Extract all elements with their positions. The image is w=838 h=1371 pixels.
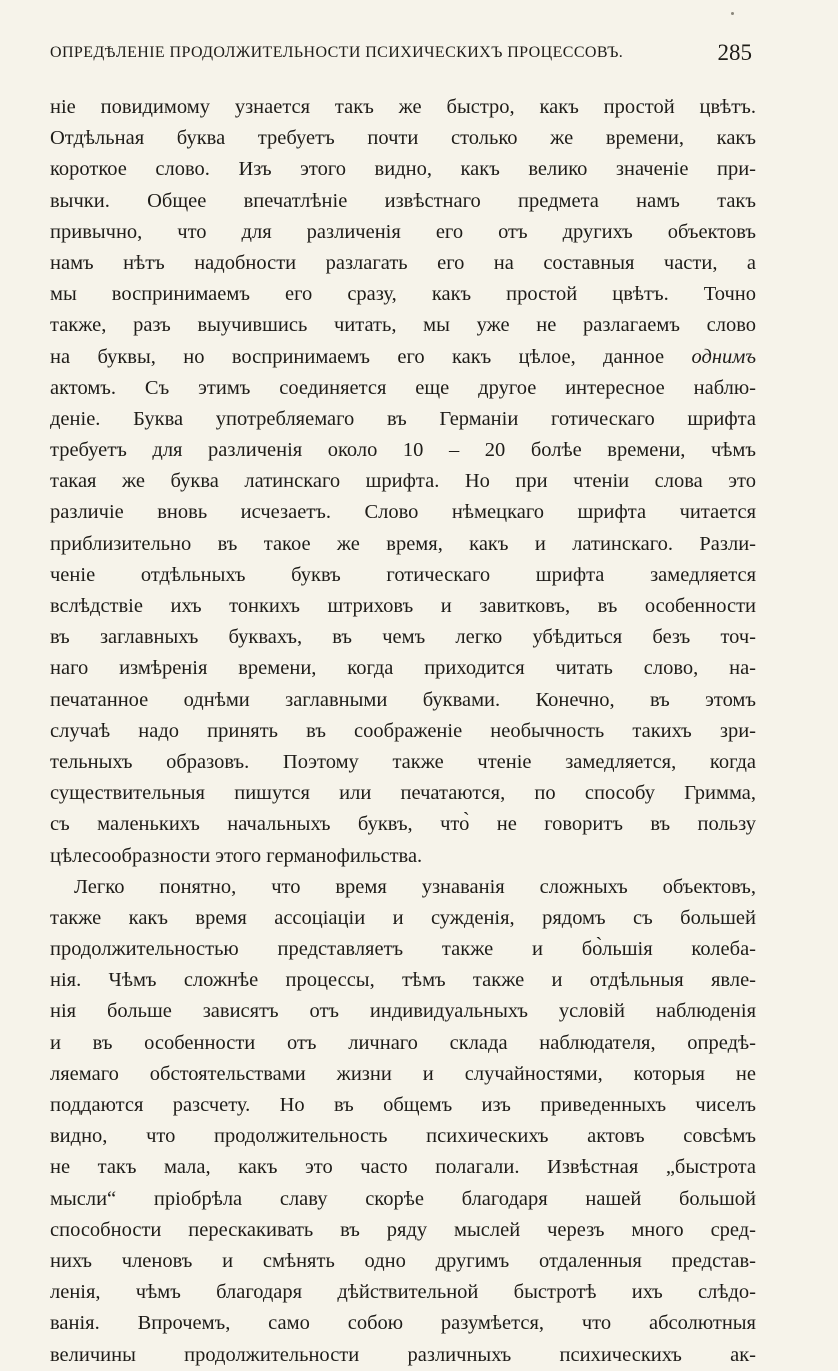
text-line: тельныхъ образовъ. Поэтому также чтеніе замедляется, когда	[50, 750, 756, 773]
text-line: случаѣ надо принять въ соображеніе необычность такихъ зри-	[50, 719, 756, 742]
text-line: продолжительностью представляетъ также и бо̀льшія колеба-	[50, 938, 756, 961]
text-line: вслѣдствіе ихъ тонкихъ штриховъ и завитковъ, въ особенности	[50, 595, 756, 617]
text-line: ніе повидимому узнается такъ же быстро, какъ простой цвѣтъ.	[50, 96, 756, 118]
text-line: наго измѣренія времени, когда приходится читать слово, на-	[50, 657, 756, 680]
text-line: нія больше зависятъ отъ индивидуальныхъ условій наблюденія	[50, 1000, 756, 1023]
text-line: такая же буква латинскаго шрифта. Но при чтеніи слова это	[50, 470, 756, 493]
text-line: мы воспринимаемъ его сразу, какъ простой цвѣтъ. Точно	[50, 283, 756, 306]
paragraph-first-line: Легко понятно, что время узнаванія сложныхъ объектовъ,	[74, 875, 756, 898]
text-line: цѣлесообразности этого германофильства.	[50, 844, 423, 867]
text-line	[50, 342, 756, 373]
text-line: мысли“ пріобрѣла славу скорѣе благодаря нашей большой	[50, 1187, 756, 1210]
text-line: деніе. Буква употребляемаго въ Германіи готическаго шрифта	[50, 407, 756, 430]
text-line: способности перескакивать въ ряду мыслей черезъ много сред-	[50, 1218, 756, 1241]
page-header	[50, 42, 756, 70]
text-line: приблизительно въ такое же время, какъ и латинскаго. Разли-	[50, 532, 756, 555]
text-line: короткое слово. Изъ этого видно, какъ велико значеніе при-	[50, 158, 756, 181]
text-line: поддаются разсчету. Но въ общемъ изъ приведенныхъ чиселъ	[50, 1094, 756, 1116]
text-line: печатанное однѣми заглавными буквами. Конечно, въ этомъ	[50, 688, 756, 711]
text-line: также какъ время ассоціаціи и сужденія, рядомъ съ большей	[50, 906, 756, 929]
text-line: въ заглавныхъ буквахъ, въ чемъ легко убѣдиться безъ точ-	[50, 626, 756, 649]
text-line: также, разъ выучившись читать, мы уже не разлагаемъ слово	[50, 314, 756, 337]
margin-speck	[731, 12, 734, 15]
page-number: 285	[717, 40, 752, 65]
text-line: различіе вновь исчезаетъ. Слово нѣмецкаго шрифта читается	[50, 501, 756, 524]
text-line: и въ особенности отъ личнаго склада наблюдателя, опредѣ-	[50, 1031, 756, 1054]
text-line: ченіе отдѣльныхъ буквъ готическаго шрифта замедляется	[50, 563, 756, 586]
text-segment: на буквы, но воспринимаемъ его какъ цѣлое, данное	[50, 345, 692, 368]
text-line: нихъ членовъ и смѣнять одно другимъ отдаленныя представ-	[50, 1249, 756, 1272]
text-line: привычно, что для различенія его отъ другихъ объектовъ	[50, 220, 756, 243]
running-title: ОПРЕДѢЛЕНІЕ ПРОДОЛЖИТЕЛЬНОСТИ ПСИХИЧЕСКИХЪ ПРОЦЕССОВЪ.	[50, 44, 624, 61]
text-line: существительныя пишутся или печатаются, по способу Гримма,	[50, 782, 756, 805]
text-line: ляемаго обстоятельствами жизни и случайностями, которыя не	[50, 1062, 756, 1085]
text-line: Отдѣльная буква требуетъ почти столько же времени, какъ	[50, 127, 756, 150]
emphasized-word: однимъ	[691, 345, 756, 368]
text-line: ленія, чѣмъ благодаря дѣйствительной быстротѣ ихъ слѣдо-	[50, 1281, 756, 1304]
text-line: вычки. Общее впечатлѣніе извѣстнаго предмета намъ такъ	[50, 189, 756, 212]
body-text	[50, 92, 756, 1371]
text-line: нія. Чѣмъ сложнѣе процессы, тѣмъ также и отдѣльныя явле-	[50, 969, 756, 992]
text-line: видно, что продолжительность психическихъ актовъ совсѣмъ	[50, 1125, 756, 1148]
text-line: ванія. Впрочемъ, само собою разумѣется, что абсолютныя	[50, 1312, 756, 1335]
text-line: не такъ мала, какъ это часто полагали. Извѣстная „быстрота	[50, 1156, 756, 1179]
text-line: актомъ. Съ этимъ соединяется еще другое интересное наблю-	[50, 376, 756, 399]
text-line: величины продолжительности различныхъ психическихъ ак-	[50, 1343, 756, 1366]
text-line: требуетъ для различенія около 10 – 20 болѣе времени, чѣмъ	[50, 439, 756, 462]
text-line: намъ нѣтъ надобности разлагать его на составныя части, а	[50, 251, 756, 274]
text-line: съ маленькихъ начальныхъ буквъ, что̀ не говоритъ въ пользу	[50, 813, 756, 836]
